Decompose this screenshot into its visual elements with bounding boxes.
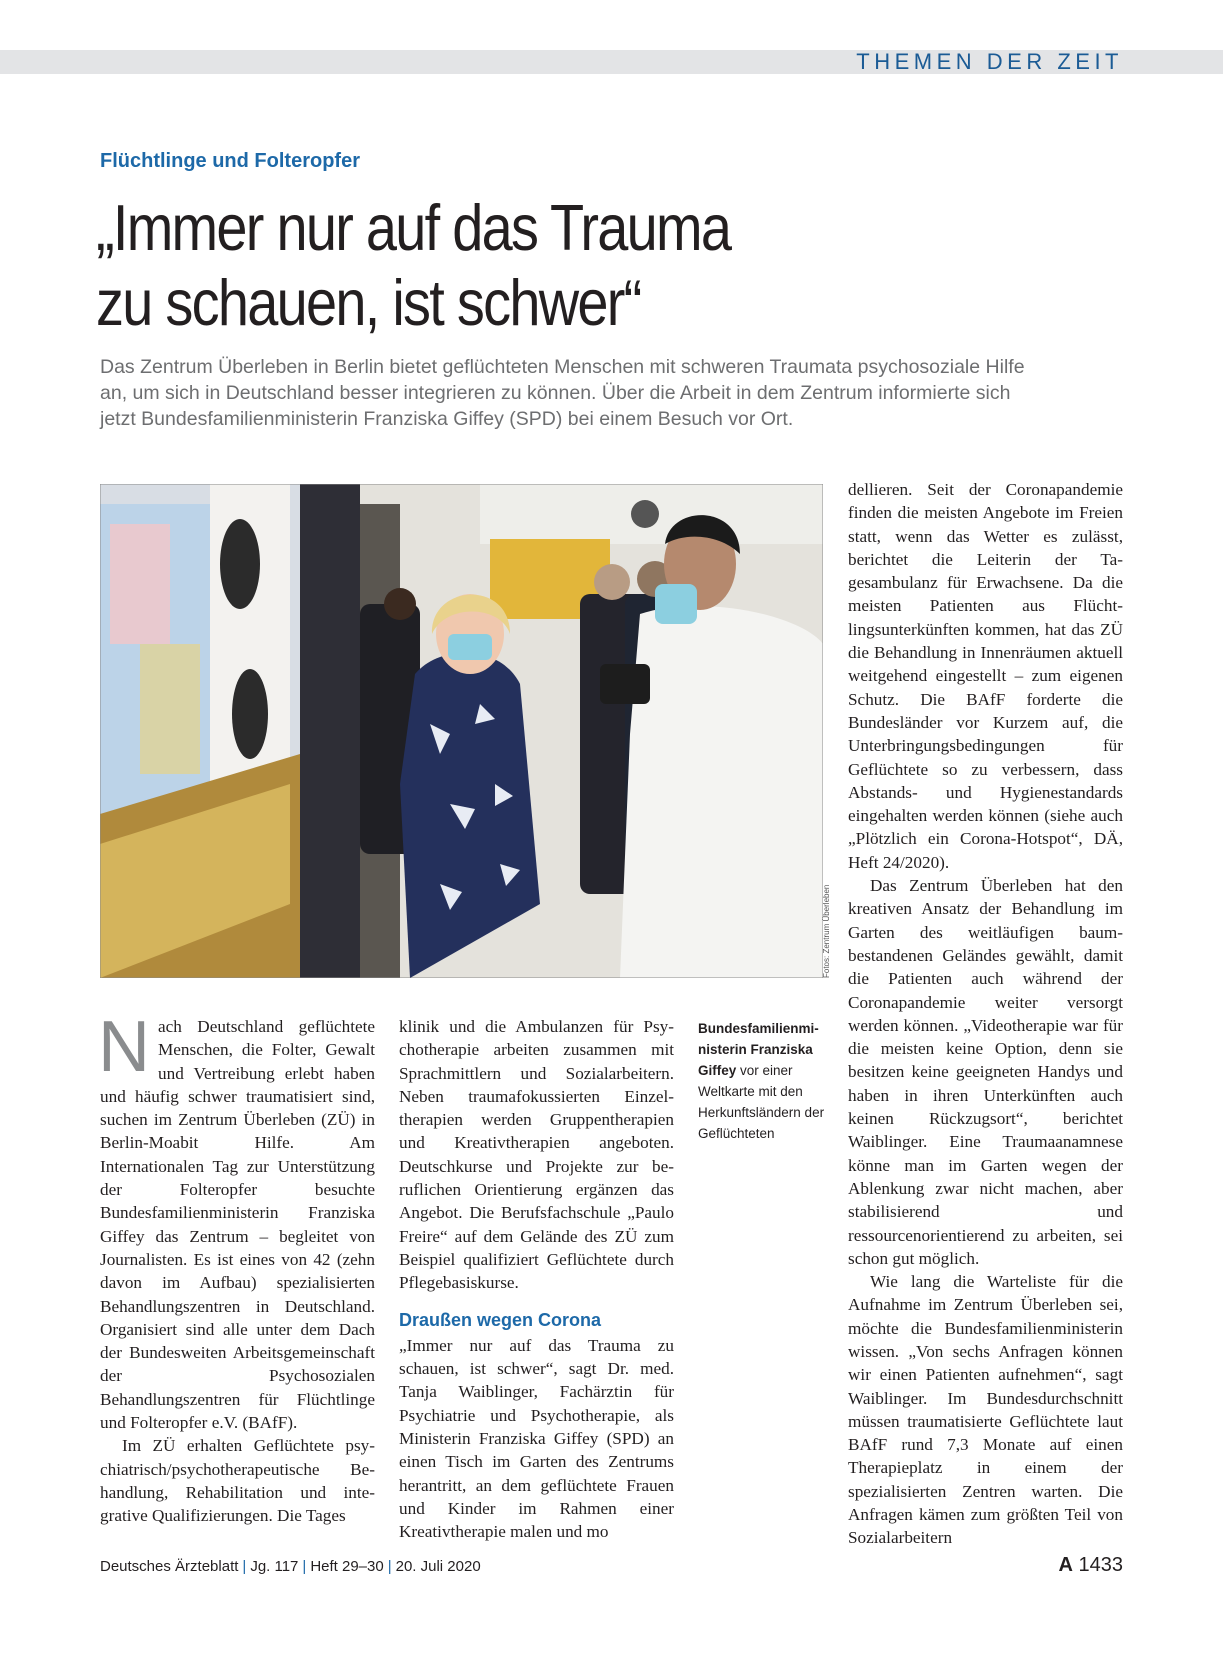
date: 20. Juli 2020 <box>395 1558 481 1575</box>
separator: | <box>387 1558 392 1575</box>
paragraph: klinik und die Ambulanzen für Psychotherapie arbeiten zusammen mit Sprachmittlern und Sozialarbeitern. Neben traumafokussierten Einzeltherapien werden Gruppentherapien und Kreativtherapien angeboten. Deutschkurse und Projekte zur beruflichen Orientierung ergänzen das Angebot. Die Berufsfachschule „Paulo Freire“ auf dem Gelände des ZÜ zum Beispiel qualifiziert Geflüchtete durch Pflegebasiskurse. <box>399 1017 674 1293</box>
paragraph <box>98 1007 375 1434</box>
paragraph: Das Zentrum Überleben hat den kreativen Ansatz der Behandlung im Garten des weitläufigen baumbestandenen Geländes gewählt, damit die Patienten auch während der Coronapandemie weiter versorgt werden können. „Videotherapie war für die meisten keine Option, denn sie besitzen keine geeigneten Handys und haben in ihren Unterkünften auch keinen Rückzugsort“, berichtet Waiblinger. Eine Traumaanamnese könne man im Garten wegen der Ablenkung zwar nicht machen, aber stabilisierend und ressourcenorientierend zu arbeiten, sei schon gut möglich. <box>848 876 1123 1268</box>
paragraph: Im ZÜ erhalten Geflüchtete psychiatrisch/psychotherapeutische Behandlung, Rehabilitation und integrative Qualifizierungen. Die Tages <box>100 1436 375 1526</box>
page-prefix: A <box>1058 1554 1073 1576</box>
separator: | <box>242 1558 247 1575</box>
paragraph: „Immer nur auf das Trauma zu schauen, ist schwer“, sagt Dr. med. Tanja Waiblinger, Fachärztin für Psychiatrie und Psychotherapie, als Ministerin Franziska Giffey (SPD) an einen Tisch im Garten des Zentrums herantritt, an dem geflüchtete Frauen und Kinder im Rahmen einer Kreativtherapie malen und mo <box>399 1335 674 1542</box>
journal-name: Deutsches Ärzteblatt <box>100 1558 239 1575</box>
page-number <box>1058 1554 1123 1577</box>
paragraph: Wie lang die Warteliste für die Aufnahme im Zentrum Überleben sei, möchte die Bundesfamilienministerin wissen. „Von sechs Anfragen können wir einen Patienten aufnehmen“, sagt Waiblinger. Im Bundesdurchschnitt müssen traumatisierte Geflüchtete laut BAfF rund 7,3 Monate auf einen Therapieplatz in einem der spezialisierten Zentren warten. Die Anfragen kämen zum größten Teil von Sozialarbeitern <box>848 1272 1123 1548</box>
article-kicker: Flüchtlinge und Folteropfer <box>100 150 360 172</box>
photo-caption <box>698 1018 828 1144</box>
photo-credit: Fotos: Zentrum Überleben <box>822 884 831 978</box>
dropcap: N <box>98 1007 150 1087</box>
paragraph-text: ach Deutschland geflüchtete Menschen, die Folter, Gewalt und Vertreibung erlebt haben und häufig schwer traumatisiert sind, suchen im Zentrum Überleben (ZÜ) in Berlin-Moabit Hilfe. Am Internationalen Tag zur Unterstützung der Folteropfer besuchte Bundesfamilienministerin Franziska Giffey das Zentrum – begleitet von Journalisten. Es ist eines von 42 (zehn davon im Aufbau) spezialisierten Behandlungszentren in Deutschland. Organisiert sind alle unter dem Dach der Bundesweiten Arbeitsgemeinschaft der Psychosozialen Behandlungszentren für Flüchtlinge und Folteropfer e.V. (BAfF). <box>100 1017 375 1433</box>
headline-line-2: zu schauen, ist schwer“ <box>96 266 641 339</box>
issue: Heft 29–30 <box>310 1558 384 1575</box>
caption-text: vor einer Weltkarte mit den Herkunftsländern der Geflüchteten <box>698 1063 825 1141</box>
section-label: THEMEN DER ZEIT <box>856 49 1123 74</box>
caption-bold: Bundesfamilienministerin Franziska Giffey <box>698 1021 819 1078</box>
headline-line-1: „Immer nur auf das Trauma <box>96 191 731 264</box>
photo-illustration <box>100 484 823 978</box>
column-2 <box>399 1015 674 1544</box>
volume: Jg. 117 <box>250 1558 299 1575</box>
separator: | <box>302 1558 307 1575</box>
article-photo <box>100 484 823 978</box>
page-number-value: 1433 <box>1078 1554 1123 1576</box>
subheading: Draußen wegen Corona <box>399 1309 602 1330</box>
footer <box>100 1558 481 1575</box>
article-headline <box>96 190 956 340</box>
article-lead: Das Zentrum Überleben in Berlin bietet geflüchteten Menschen mit schweren Traumata psychosoziale Hilfe an, um sich in Deutschland besser integrieren zu können. Über die Arbeit in dem Zentrum informierte sich jetzt Bundesfamilienministerin Franziska Giffey (SPD) bei einem Besuch vor Ort. <box>100 356 1025 430</box>
paragraph: dellieren. Seit der Coronapandemie finden die meisten Angebote im Freien statt, wenn das Wetter es zulässt, berichtet die Leiterin der Tagesambulanz für Erwachsene. Da die meisten Patienten aus Flüchtlingsunterkünften kommen, hat das ZÜ die Behandlung in Innenräumen aktuell weitgehend eingestellt – zum eigenen Schutz. Die BAfF forderte die Bundesländer vor Kurzem auf, die Unterbringungsbedingungen für Geflüchtete so zu verbessern, dass Abstands- und Hygienestandards eingehalten werden können (siehe auch „Plötzlich ein Corona-Hotspot“, DÄ, Heft 24/2020). <box>848 480 1123 872</box>
column-1 <box>98 1007 375 1528</box>
column-3 <box>848 478 1123 1550</box>
